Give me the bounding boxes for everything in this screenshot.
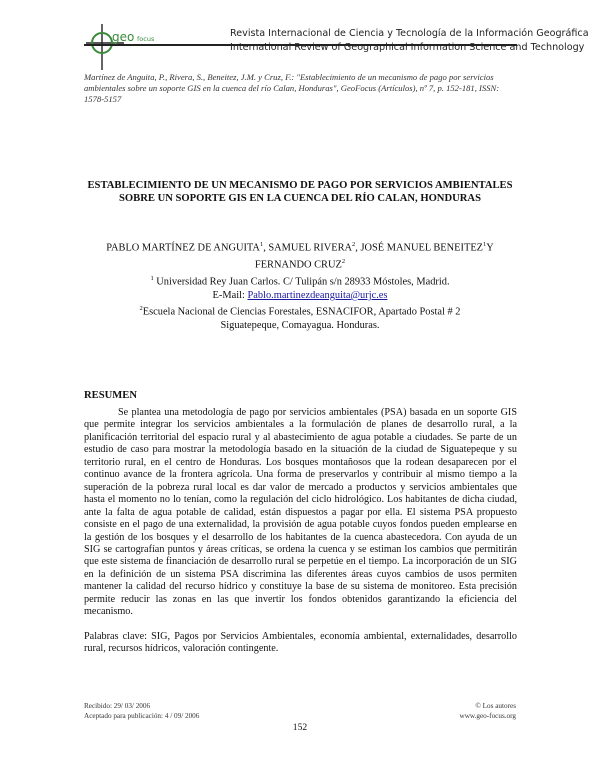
website-link[interactable]: www.geo-focus.org [459, 711, 516, 720]
citation: Martínez de Anguita, P., Rivera, S., Beneitez, J.M. y Cruz, F.: "Establecimiento de un mecanismo de pago por servicios ambientales sobre un soporte GIS en la cuenca del río Calan, Honduras", GeoFocus (Artículos), nº 7, p. 152-181, ISSN: 1578-5157 [84, 72, 500, 104]
affil-mark: 1 [150, 274, 154, 282]
affiliation-text: Escuela Nacional de Ciencias Forestales, ESNACIFOR, Apartado Postal # 2 [142, 306, 461, 318]
email-link[interactable]: Pablo.martinezdeanguita@urjc.es [247, 289, 388, 301]
journal-header [230, 27, 589, 55]
abstract-paragraph [84, 407, 517, 619]
author-conjunction: Y [486, 242, 494, 254]
abstract-text: Se plantea una metodología de pago por servicios ambientales (PSA) basada en un soporte GIS que permite integrar los servicios ambientales a la formulación de planes de desarrollo rural, a la planificación territorial del espacio rural y al abastecimiento de agua potable a ciudades. Se parte de un estudio de caso para mostrar la metodología basado en la situación de la ciudad de Siguatepeque y su territorio rural, en el centro de Honduras. Los bosques montañosos que la rodean desaparecen por el continuo avance de la frontera agrícola. Una forma de preservarlos y contribuir al mismo tiempo a la superación de la pobreza rural local es dar valor de mercado a productos y servicios ambientales que hasta el momento no lo tenían, como la regulación del ciclo hidrológico. Los habitantes de dicha ciudad, ante la falta de agua potable de calidad, están dispuestos a pagar por ella. El sistema PSA propuesto consiste en el pago de una externalidad, la provisión de agua potable cuyos fondos pueden emplearse en la gestión de los bosques y el desarrollo de los habitantes de la cuenca abastecedora. Con ayuda de un SIG se cartografían puntos y áreas críticas, se ordena la cuenca y se estiman los cambios que permitirán que este sistema de financiación de desarrollo rural se perpetúe en el tiempo. La incorporación de un SIG en la definición de un sistema PSA discrimina las diferentes áreas cuyos cambios de usos permiten mantener la calidad del recurso hídrico y constituye la base de su sistema de monitoreo. Esta precisión permite reducir las zonas en las que invertir los fondos obtenidos garantizando la eficiencia del mecanismo. [84, 407, 517, 618]
journal-title-es: Revista Internacional de Ciencia y Tecnología de la Información Geográfica [230, 28, 589, 39]
header-rule [84, 44, 517, 46]
keywords: Palabras clave: SIG, Pagos por Servicios Ambientales, economía ambiental, externalidades, desarrollo rural, recursos hídricos, valoración contingente. [84, 631, 517, 655]
geofocus-logo [84, 22, 234, 72]
received-date: Recibido: 29/ 03/ 2006 [84, 702, 151, 710]
logo-subtext: focus [137, 35, 155, 43]
author-line-2 [84, 255, 516, 272]
email-line [84, 289, 516, 303]
footer-rights [460, 702, 517, 721]
copyright: © Los autores [475, 702, 516, 710]
affiliation-1 [84, 272, 516, 289]
author-affil-mark: 2 [352, 241, 356, 248]
author-line-1: PABLO MARTÍNEZ DE ANGUITA$^1$, SAMUEL RIVERA$^2$, JOSÉ MANUEL BENEITEZ$^1$Y [106, 241, 494, 254]
author-name: PABLO MARTÍNEZ DE ANGUITA [106, 242, 260, 254]
author-affil-mark: 2 [341, 257, 346, 265]
author-name: SAMUEL RIVERA [268, 242, 352, 254]
footer-dates [84, 702, 199, 721]
author-affil-mark: 1 [259, 241, 264, 248]
author-block [84, 238, 516, 333]
article-title: ESTABLECIMIENTO DE UN MECANISMO DE PAGO POR SERVICIOS AMBIENTALES SOBRE UN SOPORTE GIS EN LA CUENCA DEL RÍO CALAN, HONDURAS [87, 180, 513, 204]
affiliation-2-line-2: Siguatepeque, Comayagua. Honduras. [220, 320, 380, 332]
author-name: FERNANDO CRUZ [254, 259, 342, 271]
journal-title-en: International Review of Geographical Information Science and Technology [230, 42, 585, 53]
logo-wordmark: geo [112, 30, 135, 44]
page-number: 152 [292, 722, 308, 733]
accepted-date: Aceptado para publicación: 4 / 09/ 2006 [84, 711, 200, 720]
affil-mark: 2 [139, 305, 143, 313]
email-label: E-Mail: [212, 289, 245, 301]
affiliation-text: Universidad Rey Juan Carlos. C/ Tulipán s/n 28933 Móstoles, Madrid. [156, 276, 450, 288]
author-affil-mark: 1 [483, 241, 487, 248]
author-name: JOSÉ MANUEL BENEITEZ [360, 242, 484, 254]
section-heading-resumen: RESUMEN [84, 390, 137, 401]
affiliation-2 [84, 302, 516, 319]
